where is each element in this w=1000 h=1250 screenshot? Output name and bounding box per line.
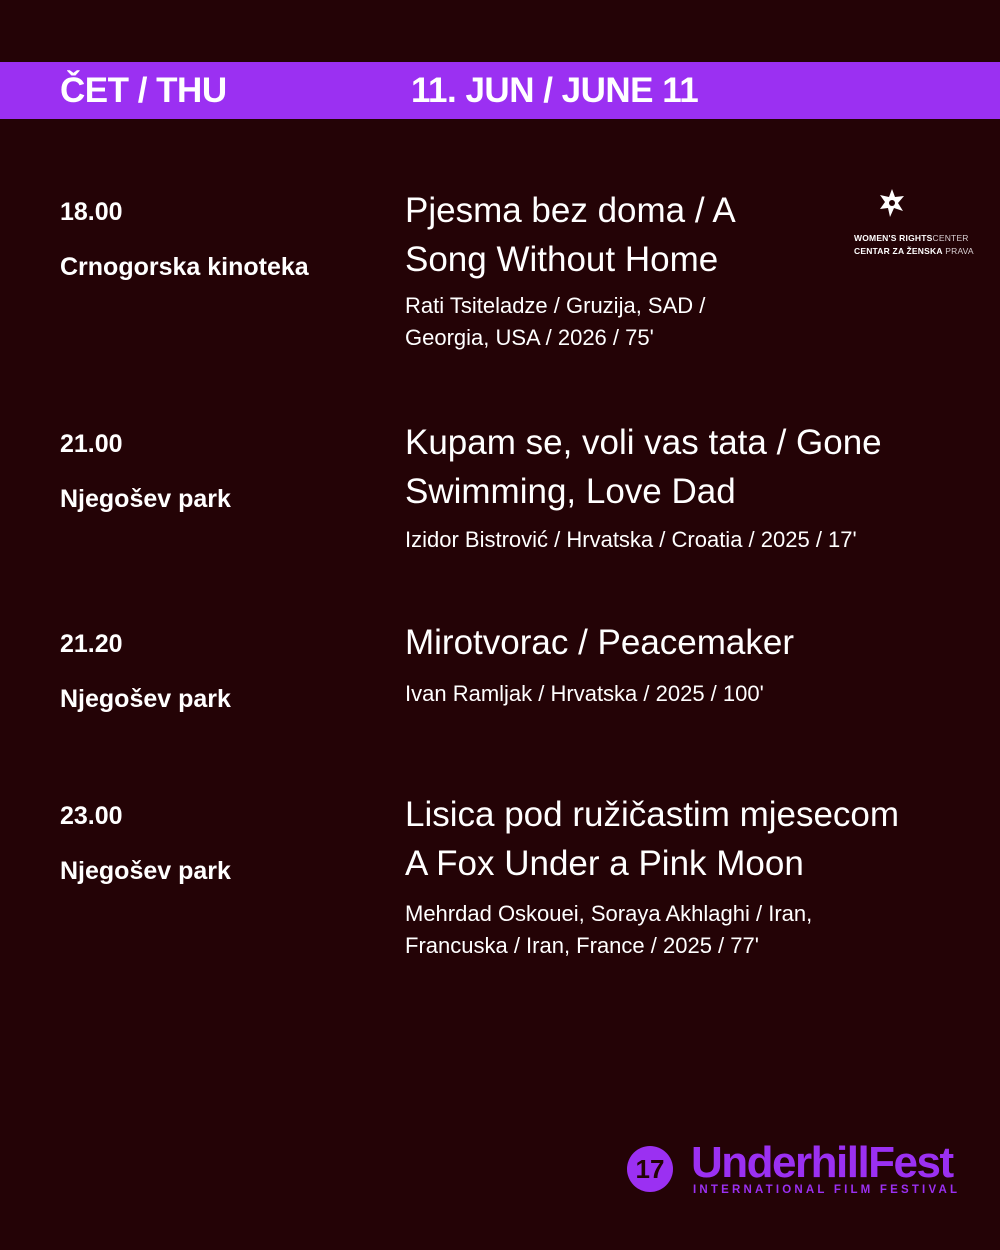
film-title: [405, 618, 794, 667]
sponsor-name-thin: CENTER: [932, 233, 969, 243]
underhillfest-logo: [627, 1140, 967, 1210]
sponsor-name-bold: CENTAR ZA ŽENSKA: [854, 246, 943, 256]
date-banner: [0, 62, 1000, 119]
film-title-line: A Fox Under a Pink Moon: [405, 844, 804, 883]
festival-name: UnderhillFest: [691, 1138, 953, 1187]
film-title: [405, 186, 736, 284]
film-title-line: Swimming, Love Dad: [405, 472, 736, 511]
film-credits: [405, 898, 812, 962]
film-title: [405, 790, 899, 888]
screening-time: 18.00: [60, 198, 123, 226]
screening-venue: Crnogorska kinoteka: [60, 253, 309, 281]
festival-subtitle: INTERNATIONAL FILM FESTIVAL: [693, 1184, 961, 1196]
sponsor-name-thin: PRAVA: [945, 246, 974, 256]
date-label: 11. JUN / JUNE 11: [411, 71, 699, 110]
screening-time: 21.20: [60, 630, 123, 658]
sponsor-name-bold: WOMEN'S RIGHTS: [854, 233, 933, 243]
film-title-line: Mirotvorac / Peacemaker: [405, 623, 795, 662]
screening-venue: Njegošev park: [60, 857, 231, 885]
day-label: ČET / THU: [60, 71, 227, 110]
screening-venue: Njegošev park: [60, 685, 231, 713]
film-title-line: Kupam se, voli vas tata / Gone: [405, 423, 882, 462]
edition-badge: 17: [627, 1146, 673, 1192]
film-credits-line: Izidor Bistrović / Hrvatska / Croatia / 2025 / 17': [405, 527, 857, 552]
womens-rights-center-logo: [842, 188, 982, 268]
screening-time: 23.00: [60, 802, 123, 830]
flower-star-icon: [878, 188, 906, 218]
film-title-line: Pjesma bez doma / A: [405, 191, 736, 230]
screening-time: 21.00: [60, 430, 123, 458]
film-credits-line: Georgia, USA / 2026 / 75': [405, 325, 654, 350]
film-credits-line: Ivan Ramljak / Hrvatska / 2025 / 100': [405, 681, 764, 706]
film-credits: [405, 290, 705, 354]
film-credits: [405, 524, 857, 556]
film-title-line: Lisica pod ružičastim mjesecom: [405, 795, 900, 834]
film-credits: [405, 678, 764, 710]
sponsor-name-line2: [854, 246, 974, 256]
film-credits-line: Rati Tsiteladze / Gruzija, SAD /: [405, 293, 706, 318]
film-title: [405, 418, 882, 516]
sponsor-name-line1: [854, 233, 969, 243]
film-title-line: Song Without Home: [405, 240, 719, 279]
screening-venue: Njegošev park: [60, 485, 231, 513]
film-credits-line: Mehrdad Oskouei, Soraya Akhlaghi / Iran,: [405, 901, 813, 926]
film-credits-line: Francuska / Iran, France / 2025 / 77': [405, 933, 759, 958]
